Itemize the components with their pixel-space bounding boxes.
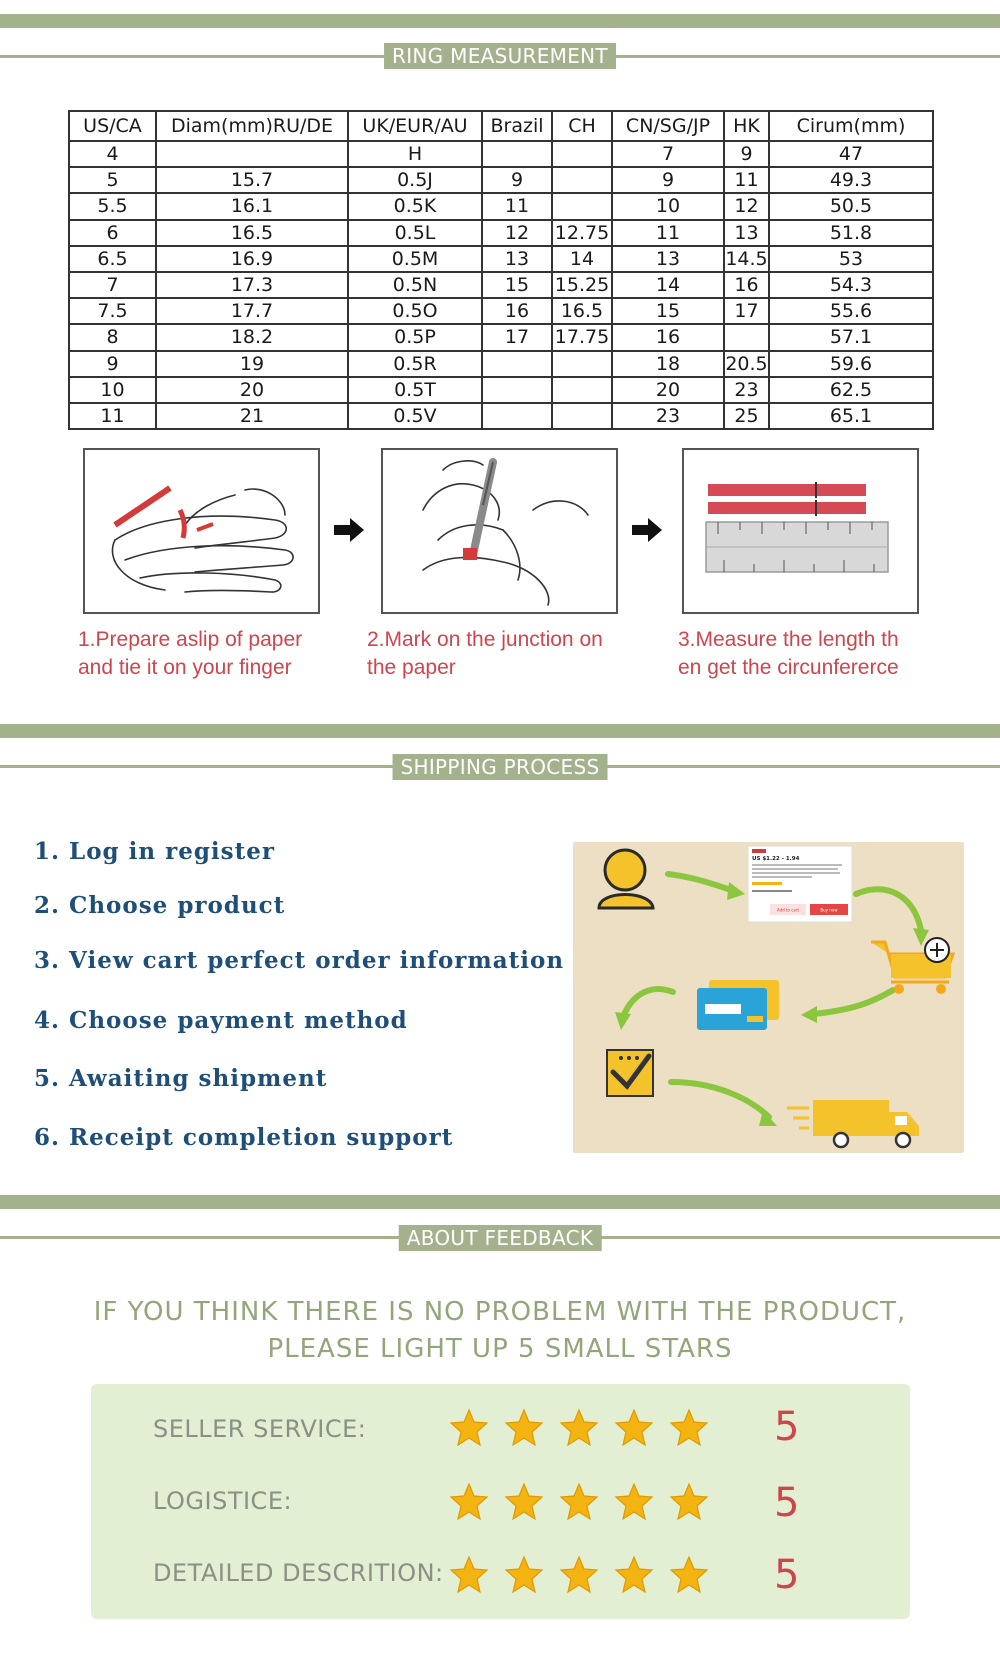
table-cell: 16 — [482, 298, 552, 324]
table-cell: 11 — [69, 403, 156, 429]
table-cell: 20 — [156, 377, 348, 403]
table-cell: 23 — [612, 403, 724, 429]
table-row — [69, 298, 933, 324]
table-cell: 7 — [612, 141, 724, 167]
rating-value: 5 — [774, 1552, 800, 1598]
table-cell: 0.5V — [348, 403, 482, 429]
table-cell: 10 — [69, 377, 156, 403]
step-2-caption: 2.Mark on the junction on the paper — [367, 628, 603, 679]
step-1-caption: 1.Prepare aslip of paper and tie it on your finger — [78, 628, 303, 679]
product-card — [748, 846, 852, 922]
star-icon[interactable] — [504, 1555, 544, 1595]
step-1-illustration — [83, 448, 320, 614]
table-row — [69, 272, 933, 298]
table-cell: 20.5 — [724, 351, 769, 377]
table-cell: 18 — [612, 351, 724, 377]
table-cell: 25 — [724, 403, 769, 429]
shipping-step: 2. Choose product — [34, 892, 286, 919]
table-header-row — [69, 111, 933, 141]
table-header-cell: Cirum(mm) — [769, 111, 933, 141]
table-row — [69, 324, 933, 350]
table-cell: 0.5N — [348, 272, 482, 298]
shipping-step: 4. Choose payment method — [34, 1007, 408, 1034]
table-cell — [482, 403, 552, 429]
table-header-cell: CN/SG/JP — [612, 111, 724, 141]
table-cell — [482, 141, 552, 167]
shopping-cart-icon — [871, 938, 953, 994]
table-cell: 12.75 — [552, 220, 612, 246]
table-cell: 16 — [612, 324, 724, 350]
table-cell — [552, 351, 612, 377]
star-icon[interactable] — [449, 1482, 489, 1522]
table-row — [69, 377, 933, 403]
table-cell: 17.3 — [156, 272, 348, 298]
star-icon[interactable] — [669, 1555, 709, 1595]
table-row — [69, 167, 933, 193]
star-icon[interactable] — [614, 1482, 654, 1522]
table-cell: 0.5J — [348, 167, 482, 193]
table-cell — [482, 377, 552, 403]
table-cell: 11 — [612, 220, 724, 246]
svg-text:US $1.22 - 1.94: US $1.22 - 1.94 — [752, 856, 800, 862]
table-row — [69, 351, 933, 377]
table-row — [69, 246, 933, 272]
table-cell: 0.5R — [348, 351, 482, 377]
section-title: RING MEASUREMENT — [384, 43, 616, 69]
table-cell: 16.9 — [156, 246, 348, 272]
table-cell: H — [348, 141, 482, 167]
star-icon[interactable] — [614, 1555, 654, 1595]
table-cell: 6.5 — [69, 246, 156, 272]
table-row — [69, 403, 933, 429]
table-cell — [552, 141, 612, 167]
table-cell: 53 — [769, 246, 933, 272]
star-rating[interactable] — [449, 1555, 749, 1595]
ring-size-table — [68, 110, 934, 430]
star-icon[interactable] — [559, 1482, 599, 1522]
star-icon[interactable] — [449, 1555, 489, 1595]
svg-text:Add to cart: Add to cart — [776, 907, 800, 913]
feedback-headline: IF YOU THINK THERE IS NO PROBLEM WITH THE PRODUCT, — [93, 1297, 907, 1327]
table-cell: 55.6 — [769, 298, 933, 324]
table-cell: 11 — [482, 193, 552, 219]
rating-panel — [91, 1384, 910, 1619]
rating-label: LOGISTICE: — [153, 1487, 293, 1515]
table-cell: 9 — [724, 141, 769, 167]
table-cell: 9 — [69, 351, 156, 377]
star-rating[interactable] — [449, 1482, 749, 1522]
step-2-illustration — [381, 448, 618, 614]
table-row — [69, 193, 933, 219]
user-icon — [599, 850, 653, 908]
table-cell: 17.7 — [156, 298, 348, 324]
table-cell: 59.6 — [769, 351, 933, 377]
table-cell: 12 — [724, 193, 769, 219]
table-cell: 7.5 — [69, 298, 156, 324]
table-cell: 15 — [612, 298, 724, 324]
star-icon[interactable] — [669, 1482, 709, 1522]
table-cell: 0.5P — [348, 324, 482, 350]
shipping-step: 1. Log in register — [34, 838, 275, 865]
svg-text:Buy now: Buy now — [820, 907, 838, 913]
star-icon[interactable] — [559, 1408, 599, 1448]
shipping-step: 6. Receipt completion support — [34, 1124, 454, 1151]
rating-value: 5 — [774, 1404, 800, 1450]
feedback-headline: PLEASE LIGHT UP 5 SMALL STARS — [267, 1334, 733, 1364]
checklist-icon — [607, 1050, 653, 1096]
delivery-truck-icon — [787, 1100, 919, 1147]
table-cell: 16.5 — [156, 220, 348, 246]
table-cell: 10 — [612, 193, 724, 219]
table-cell: 14 — [552, 246, 612, 272]
star-rating[interactable] — [449, 1408, 749, 1448]
section-title: ABOUT FEEDBACK — [399, 1225, 602, 1251]
table-cell: 7 — [69, 272, 156, 298]
table-cell: 13 — [724, 220, 769, 246]
table-cell: 0.5T — [348, 377, 482, 403]
table-cell: 21 — [156, 403, 348, 429]
table-cell: 62.5 — [769, 377, 933, 403]
table-cell: 0.5K — [348, 193, 482, 219]
table-cell — [552, 377, 612, 403]
table-cell: 9 — [612, 167, 724, 193]
credit-card-icon — [697, 980, 779, 1030]
table-cell: 8 — [69, 324, 156, 350]
table-cell — [482, 351, 552, 377]
table-cell: 13 — [612, 246, 724, 272]
table-header-cell: UK/EUR/AU — [348, 111, 482, 141]
section-title: SHIPPING PROCESS — [393, 754, 608, 780]
table-header-cell: HK — [724, 111, 769, 141]
shipping-step: 5. Awaiting shipment — [34, 1065, 328, 1092]
star-icon[interactable] — [669, 1408, 709, 1448]
table-header-cell: Brazil — [482, 111, 552, 141]
star-icon[interactable] — [614, 1408, 654, 1448]
table-cell — [156, 141, 348, 167]
table-cell: 15.7 — [156, 167, 348, 193]
table-cell: 54.3 — [769, 272, 933, 298]
table-cell: 0.5L — [348, 220, 482, 246]
star-icon[interactable] — [449, 1408, 489, 1448]
table-cell: 15 — [482, 272, 552, 298]
table-cell: 65.1 — [769, 403, 933, 429]
table-cell: 12 — [482, 220, 552, 246]
table-cell: 4 — [69, 141, 156, 167]
table-cell — [552, 193, 612, 219]
step-3-caption: 3.Measure the length th en get the circunfererce — [678, 628, 899, 679]
step-3-illustration — [682, 448, 919, 614]
table-cell: 0.5M — [348, 246, 482, 272]
table-cell: 47 — [769, 141, 933, 167]
table-cell: 17 — [482, 324, 552, 350]
star-icon[interactable] — [504, 1408, 544, 1448]
table-cell: 51.8 — [769, 220, 933, 246]
arrow-right-icon — [332, 516, 366, 544]
table-row — [69, 141, 933, 167]
table-cell: 11 — [724, 167, 769, 193]
table-cell: 9 — [482, 167, 552, 193]
rating-label: SELLER SERVICE: — [153, 1415, 367, 1443]
table-cell: 19 — [156, 351, 348, 377]
table-cell: 57.1 — [769, 324, 933, 350]
table-row — [69, 220, 933, 246]
table-header-cell: CH — [552, 111, 612, 141]
table-cell — [552, 167, 612, 193]
table-cell: 16.5 — [552, 298, 612, 324]
table-cell: 0.5O — [348, 298, 482, 324]
arrow-right-icon — [630, 516, 664, 544]
table-cell: 17.75 — [552, 324, 612, 350]
table-cell: 20 — [612, 377, 724, 403]
table-cell: 5 — [69, 167, 156, 193]
rating-label: DETAILED DESCRITION: — [153, 1559, 444, 1587]
table-cell: 16 — [724, 272, 769, 298]
table-cell: 15.25 — [552, 272, 612, 298]
rating-value: 5 — [774, 1480, 800, 1526]
table-cell — [552, 403, 612, 429]
table-cell: 23 — [724, 377, 769, 403]
star-icon[interactable] — [504, 1482, 544, 1522]
table-cell — [724, 324, 769, 350]
table-header-cell: US/CA — [69, 111, 156, 141]
shipping-flow-graphic — [573, 842, 964, 1153]
table-cell: 14.5 — [724, 246, 769, 272]
table-cell: 6 — [69, 220, 156, 246]
table-header-cell: Diam(mm)RU/DE — [156, 111, 348, 141]
table-cell: 49.3 — [769, 167, 933, 193]
shipping-step: 3. View cart perfect order information — [34, 947, 565, 974]
table-cell: 16.1 — [156, 193, 348, 219]
table-cell: 18.2 — [156, 324, 348, 350]
table-cell: 14 — [612, 272, 724, 298]
star-icon[interactable] — [559, 1555, 599, 1595]
table-cell: 13 — [482, 246, 552, 272]
table-cell: 50.5 — [769, 193, 933, 219]
table-cell: 5.5 — [69, 193, 156, 219]
table-cell: 17 — [724, 298, 769, 324]
